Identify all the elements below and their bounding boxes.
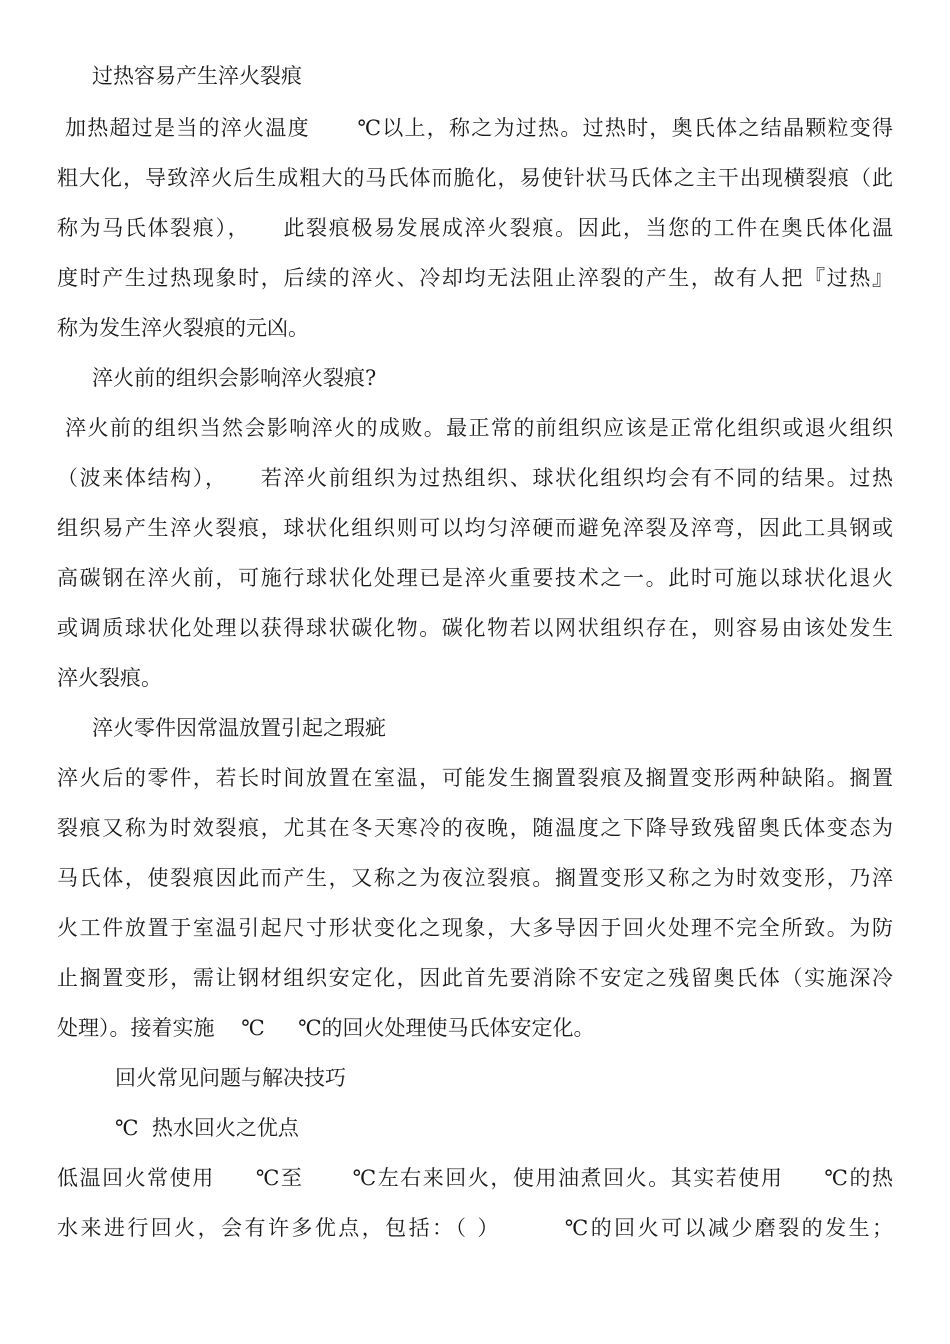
heading-pre-structure: 淬火前的组织会影响淬火裂痕? (92, 366, 377, 390)
paragraph-line: 马氏体，使裂痕因此而产生，又称之为夜泣裂痕。搁置变形又称之为时效变形，乃淬 (57, 866, 893, 890)
paragraph-line: 或调质球状化处理以获得球状碳化物。碳化物若以网状组织存在，则容易由该处发生 (57, 616, 893, 640)
paragraph-line: 称为马氏体裂痕）， 此裂痕极易发展成淬火裂痕。因此，当您的工件在奥氏体化温 (57, 216, 893, 240)
paragraph-line: 淬火裂痕。 (57, 666, 162, 690)
paragraph-line: 裂痕又称为时效裂痕，尤其在冬天寒冷的夜晚，随温度之下降导致残留奥氏体变态为 (57, 816, 893, 840)
paragraph-line: 度时产生过热现象时，后续的淬火、冷却均无法阻止淬裂的产生，故有人把『过热』 (57, 266, 893, 290)
paragraph-line: 低温回火常使用 ℃至 ℃左右来回火，使用油煮回火。其实若使用 ℃的热 (57, 1166, 893, 1190)
paragraph-line: 称为发生淬火裂痕的元凶。 (57, 316, 309, 340)
paragraph-line: 加热超过是当的淬火温度 ℃以上，称之为过热。过热时，奥氏体之结晶颗粒变得 (57, 116, 893, 140)
paragraph-line: 火工件放置于室温引起尺寸形状变化之现象，大多导因于回火处理不完全所致。为防 (57, 916, 893, 940)
paragraph-line: 止搁置变形，需让钢材组织安定化，因此首先要消除不安定之残留奥氏体（实施深冷 (57, 966, 893, 990)
heading-hot-water-tempering: ℃ 热水回火之优点 (115, 1116, 299, 1140)
paragraph-line: 粗大化，导致淬火后生成粗大的马氏体而脆化，易使针状马氏体之主干出现横裂痕（此 (57, 166, 893, 190)
paragraph-line: 处理）。接着实施 ℃ ℃的回火处理使马氏体安定化。 (57, 1016, 595, 1040)
heading-room-temp-defects: 淬火零件因常温放置引起之瑕疵 (92, 716, 386, 740)
paragraph-line: 淬火后的零件，若长时间放置在室温，可能发生搁置裂痕及搁置变形两种缺陷。搁置 (57, 766, 893, 790)
paragraph-line: 水来进行回火，会有许多优点，包括：（ ） ℃的回火可以减少磨裂的发生； (57, 1216, 893, 1240)
paragraph-line: 组织易产生淬火裂痕，球状化组织则可以均匀淬硬而避免淬裂及淬弯，因此工具钢或 (57, 516, 893, 540)
heading-overheating: 过热容易产生淬火裂痕 (92, 64, 302, 88)
paragraph-line: （波来体结构）， 若淬火前组织为过热组织、球状化组织均会有不同的结果。过热 (57, 466, 893, 490)
paragraph-line: 淬火前的组织当然会影响淬火的成败。最正常的前组织应该是正常化组织或退火组织 (57, 416, 893, 440)
heading-tempering-problems: 回火常见问题与解决技巧 (115, 1066, 346, 1090)
paragraph-line: 高碳钢在淬火前，可施行球状化处理已是淬火重要技术之一。此时可施以球状化退火 (57, 566, 893, 590)
